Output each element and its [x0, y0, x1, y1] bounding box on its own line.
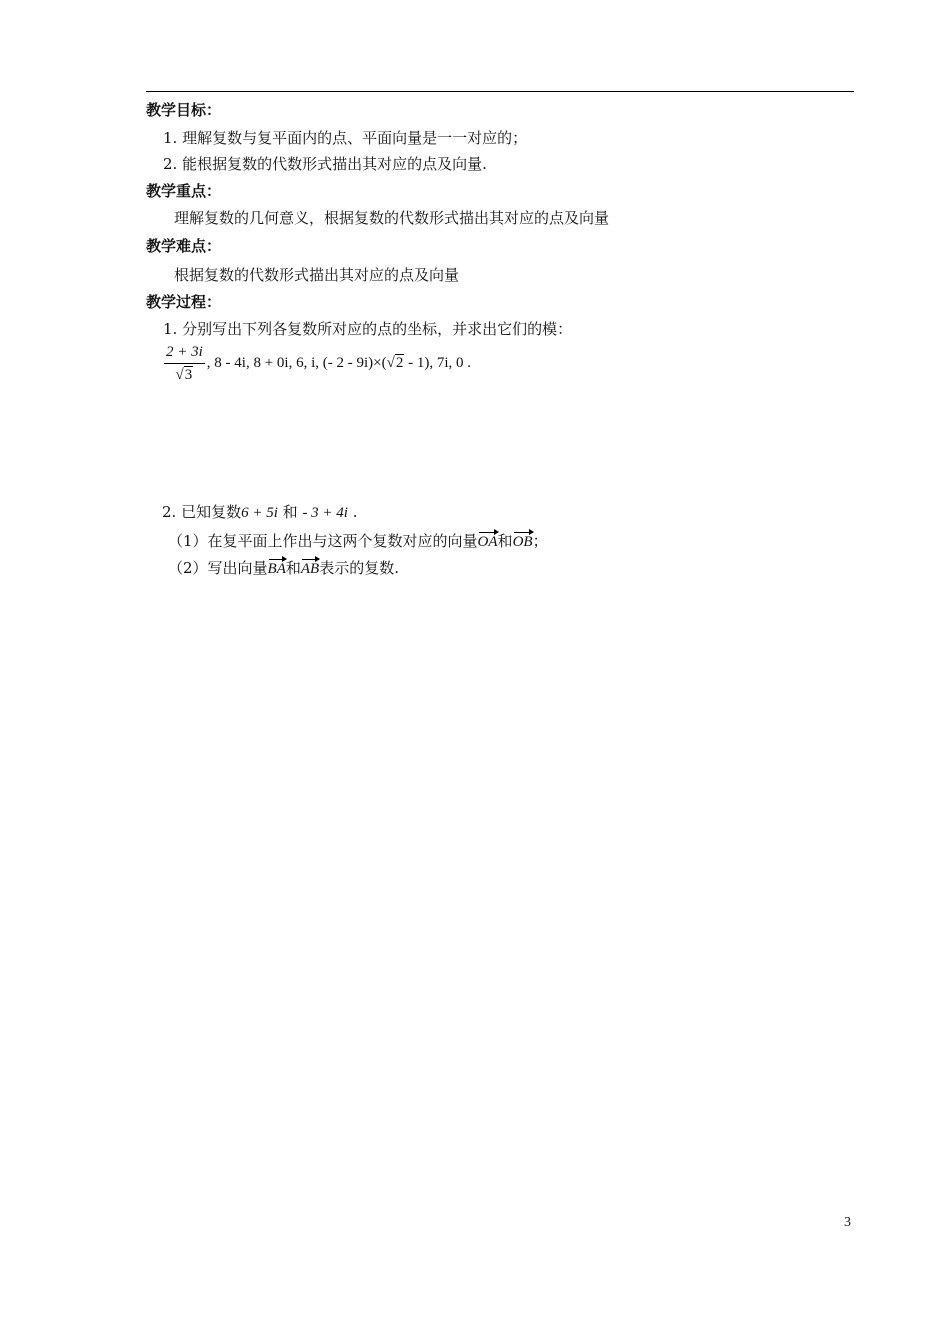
header-rule: [146, 91, 854, 92]
fraction: [164, 343, 205, 384]
expression-list-b: - 1), 7i, 0 .: [404, 354, 472, 371]
question-2-and: 和: [277, 503, 303, 521]
process-heading: 教学过程：: [146, 293, 222, 311]
vector-ba: BA: [268, 557, 286, 577]
sub-1-end: ；: [532, 532, 548, 550]
expression-list-a: , 8 - 4i, 8 + 0i, 6, i, (- 2 - 9i)×(: [206, 354, 387, 371]
difficulties-heading: 教学难点：: [146, 237, 222, 255]
vector-oa: OA: [478, 530, 498, 550]
objectives-heading: 教学目标：: [146, 101, 222, 119]
sub-2-lead: （2）写出向量: [168, 559, 268, 577]
fraction-denominator: [164, 364, 205, 384]
question-2-sub-2: [168, 557, 399, 578]
sub-2-end: 表示的复数.: [319, 559, 399, 577]
objective-item-2: 2. 能根据复数的代数形式描出其对应的点及向量.: [163, 155, 487, 173]
question-2-end: .: [347, 503, 358, 521]
sqrt-symbol: √3: [175, 367, 193, 383]
vector-ob: OB: [513, 530, 533, 550]
sub-1-lead: （1）在复平面上作出与这两个复数对应的向量: [168, 532, 478, 550]
sqrt-two: √2: [386, 354, 404, 371]
question-2-text: [162, 502, 358, 523]
question-1-text: 1. 分别写出下列各复数所对应的点的坐标，并求出它们的模：: [163, 320, 573, 338]
sub-2-and: 和: [285, 559, 301, 577]
question-2-sub-1: [168, 530, 548, 551]
difficulties-text: 根据复数的代数形式描出其对应的点及向量: [174, 266, 460, 284]
sub-1-and: 和: [497, 532, 513, 550]
question-1-expression: [164, 343, 471, 384]
key-points-heading: 教学重点：: [146, 182, 222, 200]
complex-z1: 6 + 5i: [241, 505, 278, 521]
objective-item-1: 1. 理解复数与复平面内的点、平面向量是一一对应的；: [163, 129, 528, 147]
question-2-lead: 2. 已知复数: [162, 503, 242, 521]
complex-z2: - 3 + 4i: [302, 505, 348, 521]
vector-ab: AB: [301, 557, 319, 577]
page-number: 3: [844, 1215, 851, 1230]
key-points-text: 理解复数的几何意义，根据复数的代数形式描出其对应的点及向量: [174, 209, 610, 227]
fraction-numerator: 2 + 3i: [164, 343, 205, 364]
